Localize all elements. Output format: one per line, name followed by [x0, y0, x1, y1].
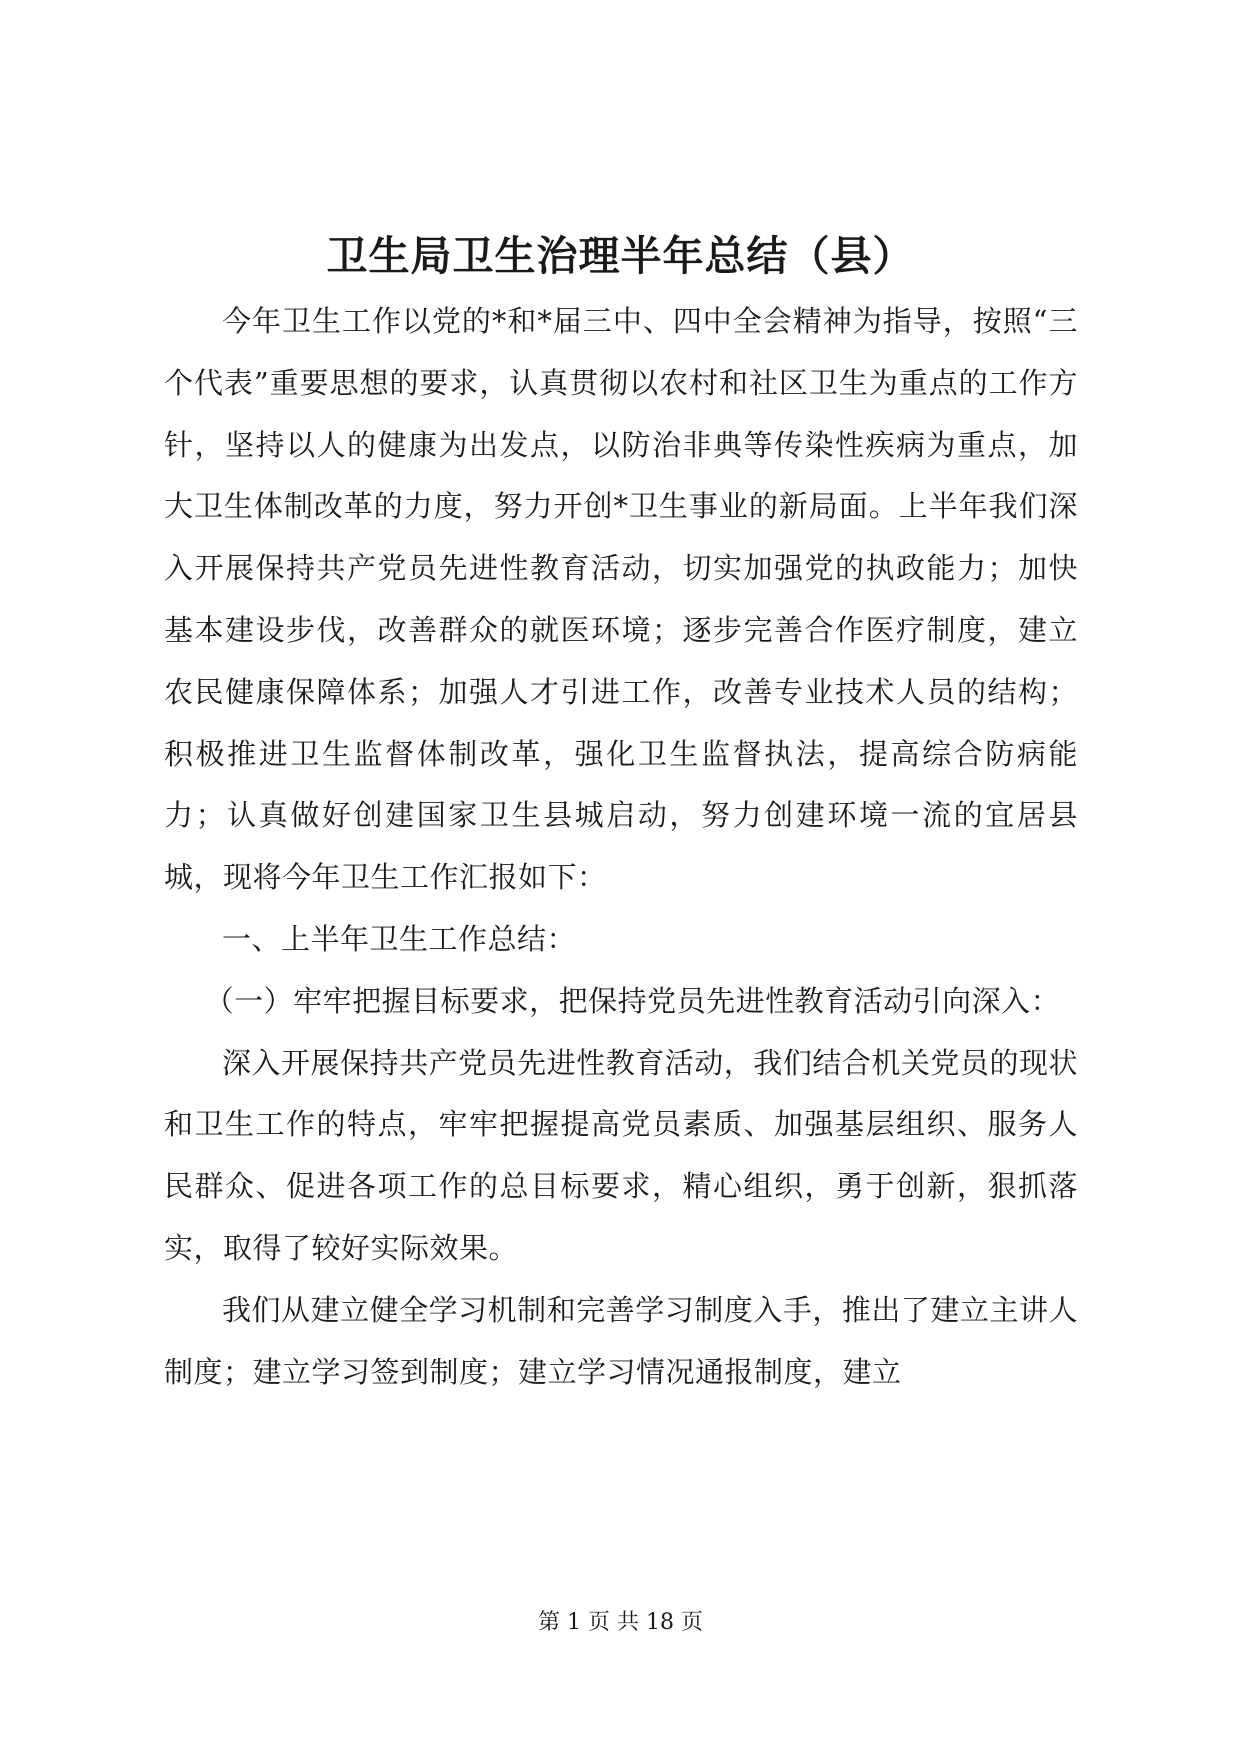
section-heading-1: 一、上半年卫生工作总结：	[222, 921, 577, 956]
subsection-heading-1: （一）牢牢把握目标要求，把保持党员先进性教育活动引向深入：	[204, 983, 1061, 1018]
paragraph-intro: 今年卫生工作以党的*和*届三中、四中全会精神为指导，按照“三个代表”重要思想的要求，认真贯彻以农村和社区卫生为重点的工作方针，坚持以人的健康为出发点，以防治非典等传染性疾病为重点，加大卫生体制改革的力度，努力开创*卫生事业的新局面。上半年我们深入开展保持共产党员先进性教育活动，切实加强党的执政能力；加快基本建设步伐，改善群众的就医环境；逐步完善合作医疗制度，建立农民健康保障体系；加强人才引进工作，改善专业技术人员的结构；积极推进卫生监督体制改革，强化卫生监督执法，提高综合防病能力；认真做好创建国家卫生县城启动，努力创建环境一流的宜居县城，现将今年卫生工作汇报如下：	[164, 304, 1078, 895]
paragraph-education-activity: 深入开展保持共产党员先进性教育活动，我们结合机关党员的现状和卫生工作的特点，牢牢把握提高党员素质、加强基层组织、服务人民群众、促进各项工作的总目标要求，精心组织，勇于创新，狠抓落实，取得了较好实际效果。	[164, 1045, 1078, 1265]
paragraph-study-system: 我们从建立健全学习机制和完善学习制度入手，推出了建立主讲人制度；建立学习签到制度；建立学习情况通报制度，建立	[164, 1292, 1078, 1389]
document-body	[164, 291, 1078, 1403]
page-number: 第 1 页 共 18 页	[538, 1610, 703, 1635]
page-footer	[0, 1608, 1241, 1638]
document-title: 卫生局卫生治理半年总结（县）	[326, 232, 915, 280]
